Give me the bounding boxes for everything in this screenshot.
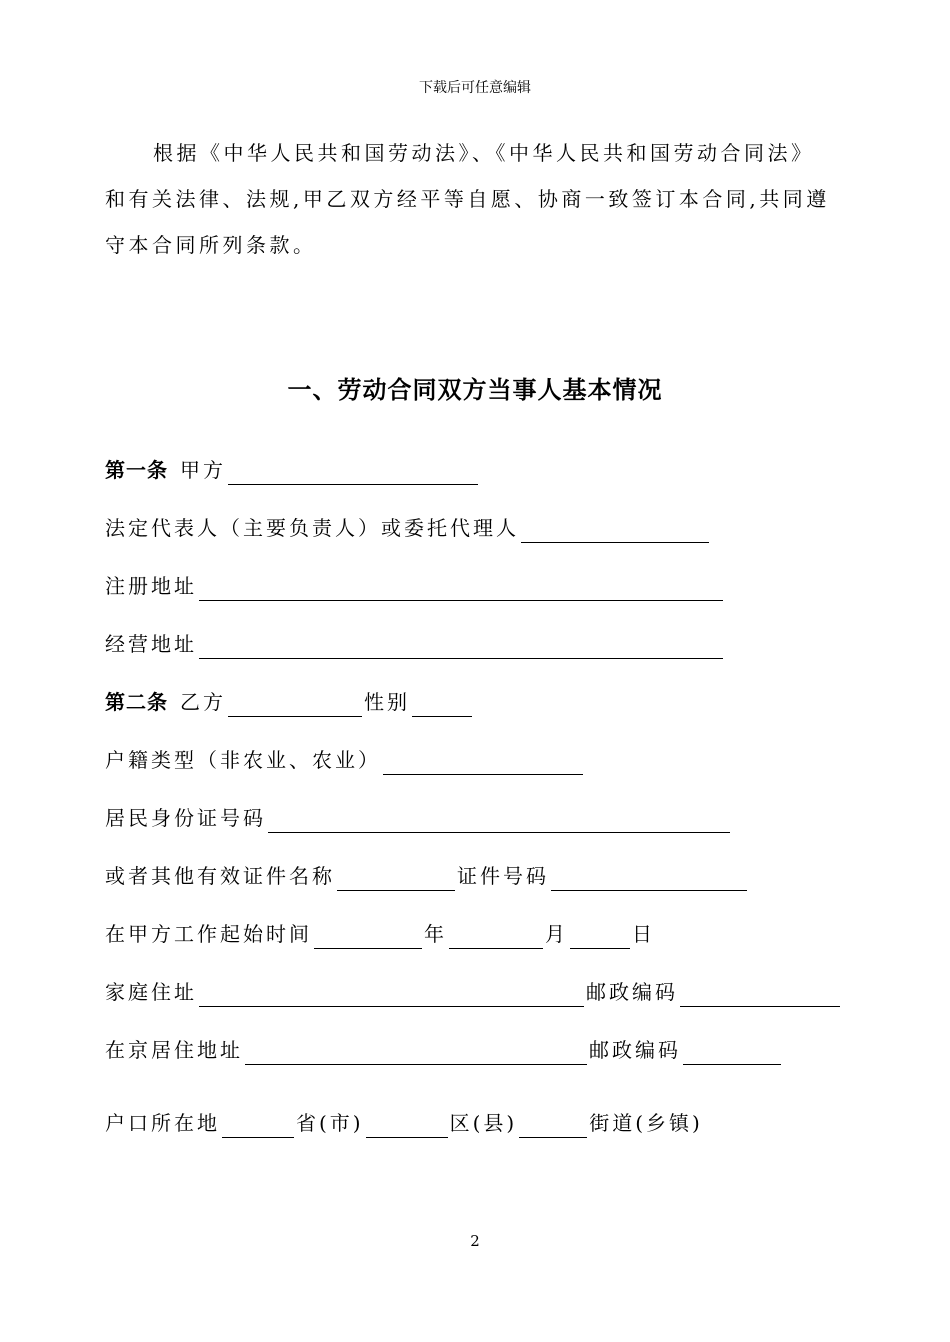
id-number-blank[interactable] [268,810,730,833]
beijing-address-blank[interactable] [245,1042,587,1065]
reg-address-label: 注册地址 [105,574,197,598]
year-label: 年 [424,922,447,946]
home-address-blank[interactable] [199,984,584,1007]
hukou-place-row [105,1108,703,1138]
gender-label: 性别 [364,690,410,714]
beijing-postcode-blank[interactable] [683,1042,781,1065]
id-number-row [105,803,732,833]
biz-address-label: 经营地址 [105,632,197,656]
home-postcode-blank[interactable] [680,984,840,1007]
district-label: 区(县) [449,1111,518,1135]
party-b-blank[interactable] [228,694,362,717]
home-address-row [105,977,842,1007]
start-year-blank[interactable] [314,926,422,949]
preamble-line-2: 和有关法律、法规,甲乙双方经平等自愿、协商一致签订本合同,共同遵 [105,187,830,211]
street-blank[interactable] [519,1115,587,1138]
party-b-label: 乙方 [180,690,226,714]
province-blank[interactable] [222,1115,294,1138]
beijing-address-row [105,1035,783,1065]
month-label: 月 [545,922,568,946]
reg-address-blank[interactable] [199,578,723,601]
other-id-name-blank[interactable] [337,868,455,891]
beijing-address-label: 在京居住地址 [105,1038,243,1062]
article1-party-row [105,455,480,485]
gender-blank[interactable] [412,694,472,717]
start-day-blank[interactable] [570,926,630,949]
start-date-label: 在甲方工作起始时间 [105,922,312,946]
representative-label: 法定代表人（主要负责人）或委托代理人 [105,516,519,540]
id-number-label: 居民身份证号码 [105,806,266,830]
district-blank[interactable] [366,1115,448,1138]
article2-number: 第二条 [105,690,168,714]
street-label: 街道(乡镇) [589,1111,703,1135]
hukou-type-blank[interactable] [383,752,583,775]
reg-address-row [105,571,725,601]
other-id-no-blank[interactable] [551,868,747,891]
article1-number: 第一条 [105,458,168,482]
hukou-type-row [105,745,585,775]
preamble-line-1: 根据《中华人民共和国劳动法》、《中华人民共和国劳动合同法》 [153,141,815,165]
preamble-line-3: 守本合同所列条款。 [105,233,317,257]
start-date-row [105,919,655,949]
start-month-blank[interactable] [449,926,543,949]
day-label: 日 [632,922,655,946]
hukou-place-label: 户口所在地 [105,1111,220,1135]
other-id-no-label: 证件号码 [457,864,549,888]
province-label: 省(市) [296,1111,364,1135]
representative-row [105,513,711,543]
biz-address-row [105,629,725,659]
beijing-postcode-label: 邮政编码 [589,1038,681,1062]
hukou-type-label: 户籍类型（非农业、农业） [105,748,381,772]
preamble-paragraph [105,130,840,268]
page-number: 2 [470,1232,480,1250]
other-id-row [105,861,749,891]
party-a-blank[interactable] [228,462,478,485]
other-id-label: 或者其他有效证件名称 [105,864,335,888]
biz-address-blank[interactable] [199,636,723,659]
article2-party-row [105,687,474,717]
home-address-label: 家庭住址 [105,980,197,1004]
section-title: 一、劳动合同双方当事人基本情况 [287,376,663,404]
header-note: 下载后可任意编辑 [419,80,531,96]
home-postcode-label: 邮政编码 [586,980,678,1004]
party-a-label: 甲方 [180,458,226,482]
representative-blank[interactable] [521,520,709,543]
